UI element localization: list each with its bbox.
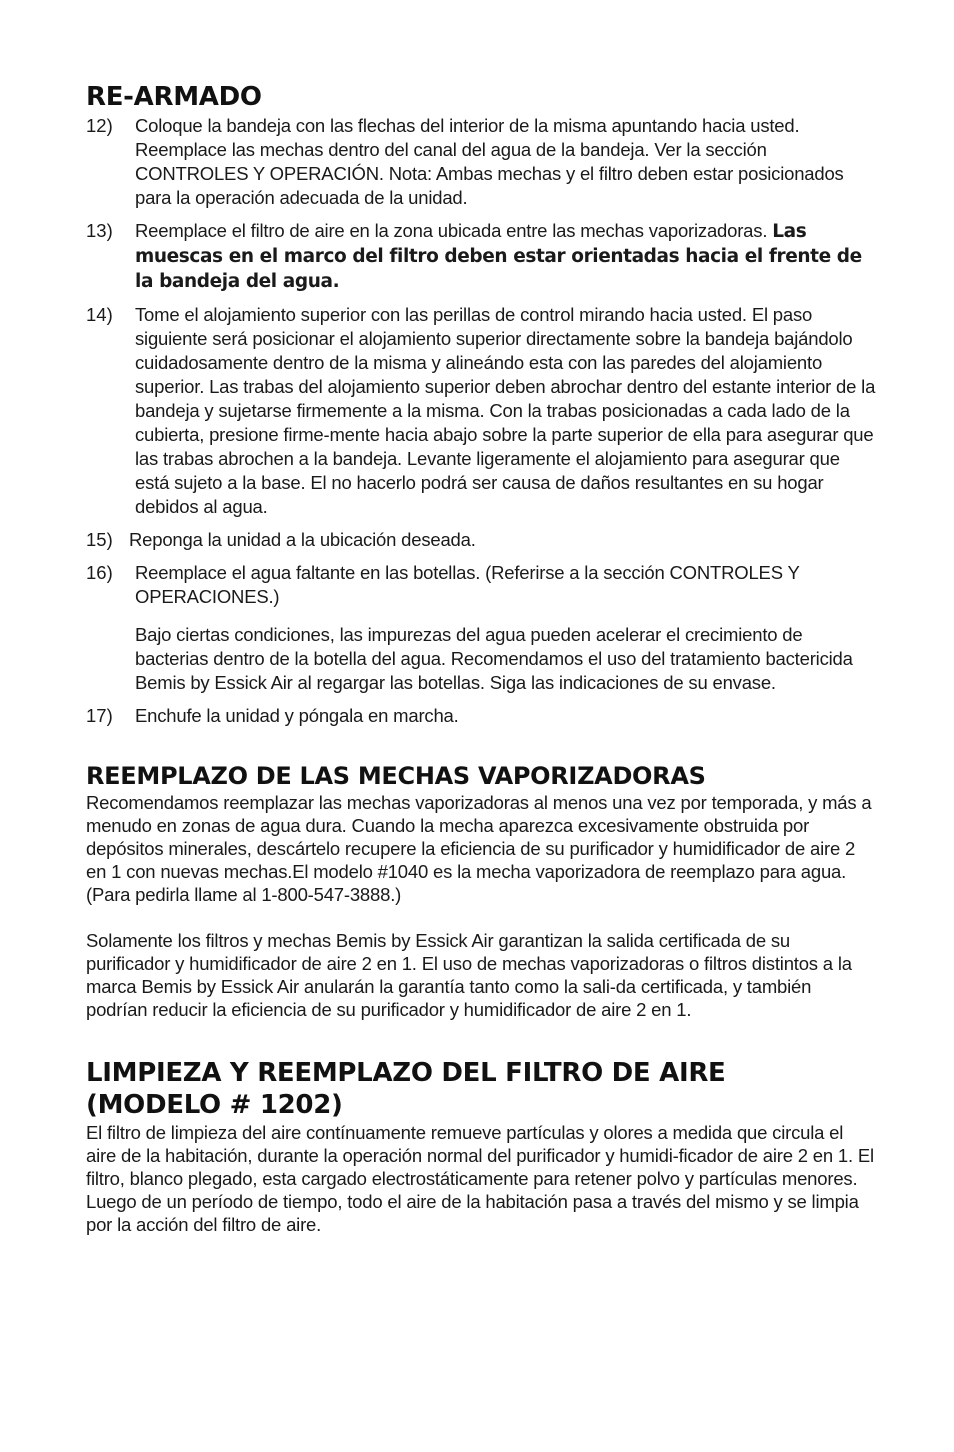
item-number: 14) [86, 304, 113, 325]
document-page [86, 82, 876, 1236]
item-bold-text: Las muescas en el marco del filtro deben estar orientadas hacia el frente de la bandeja del agua. [135, 221, 862, 292]
item-text: Tome el alojamiento superior con las perillas de control mirando hacia usted. El paso siguiente será posicionar el alojamiento superior directamente sobre la bandeja bajándolo cuidadosamente dentro de la misma y alineándo esta con las paredes del alojamiento superior. Las trabas del alojamiento superior deben abrochar dentro del estante interior de la bandeja y sujetarse firmemente a la misma. Con la trabas posicionadas a cada lado de la cubierta, presione firme-mente hacia abajo sobre la parte superior de ella para asegurar que las trabas abrochen a la bandeja. Levante ligeramente el alojamiento para asegurar que está sujeto a la base. El no hacerlo podrá ser causa de daños resultantes en su hogar debidos al agua. [135, 304, 876, 517]
item-text: Reemplace el filtro de aire en la zona ubicada entre las mechas vaporizadoras. [135, 220, 768, 241]
list-item-14 [86, 303, 876, 519]
item-number: 15) [86, 529, 113, 550]
item-text: Coloque la bandeja con las flechas del interior de la misma apuntando hacia usted. Reemplace las mechas dentro del canal del agua de la bandeja. Ver la sección CONTROLES Y OPERACIÓN. Nota: Ambas mechas y el filtro deben estar posicionados para la operación adecuada de la unidad. [135, 115, 844, 208]
limpieza-paragraph-1: El filtro de limpieza del aire contínuamente remueve partículas y olores a medida que circula el aire de la habitación, durante la operación normal del purificador y humidi-ficador de aire 2 en 1. El filtro, blanco plegado, esta cargado electrostáticamente para retener polvo y partículas menores. Luego de un período de tiempo, todo el aire de la habitación pasa a través del mismo y se limpia por la acción del filtro de aire. [86, 1122, 874, 1235]
item-text-wrapper [135, 219, 876, 294]
item-16-note: Bajo ciertas condiciones, las impurezas del agua pueden acelerar el crecimiento de bacterias dentro de la botella del agua. Recomendamos el uso del tratamiento bactericida Bemis by Essick Air al regargar las botellas. Siga las indicaciones de su envase. [135, 624, 853, 693]
list-item-12 [86, 114, 876, 210]
limpieza-heading-line-2: (MODELO # 1202) [86, 1090, 343, 1120]
item-text: Reemplace el agua faltante en las botellas. (Referirse a la sección CONTROLES Y OPERACIONES.) [135, 562, 800, 607]
list-item-15 [86, 528, 876, 552]
item-text: Reponga la unidad a la ubicación deseada. [129, 529, 476, 550]
reemplazo-heading: REEMPLAZO DE LAS MECHAS VAPORIZADORAS [86, 762, 706, 790]
rearmado-heading: RE-ARMADO [86, 82, 262, 112]
reemplazo-paragraph-2: Solamente los filtros y mechas Bemis by Essick Air garantizan la salida certificada de su purificador y humidificador de aire 2 en 1. El uso de mechas vaporizadoras o filtros distintos a la marca Bemis by Essick Air anularán la garantía tanto como la sali-da certificada, y también podrían reducir la eficiencia de su purificador y humidificador de aire 2 en 1. [86, 930, 852, 1020]
item-number: 13) [86, 220, 113, 241]
item-number: 17) [86, 705, 113, 726]
item-number: 12) [86, 115, 113, 136]
item-number: 16) [86, 562, 113, 583]
list-item-17 [86, 704, 876, 728]
list-item-13 [86, 219, 876, 294]
limpieza-heading-line-1: LIMPIEZA Y REEMPLAZO DEL FILTRO DE AIRE [86, 1058, 726, 1088]
item-text: Enchufe la unidad y póngala en marcha. [135, 705, 459, 726]
reemplazo-paragraph-1: Recomendamos reemplazar las mechas vaporizadoras al menos una vez por temporada, y más a menudo en zonas de agua dura. Cuando la mecha aparezca excesivamente obstruida por depósitos minerales, descártelo recupere la eficiencia de su purificador y humidificador de aire 2 en 1 con nuevas mechas.El modelo #1040 es la mecha vaporizadora de reemplazo para agua. (Para pedirla llame al 1-800-547-3888.) [86, 792, 872, 905]
list-item-16 [86, 561, 876, 609]
limpieza-heading [86, 1057, 876, 1121]
